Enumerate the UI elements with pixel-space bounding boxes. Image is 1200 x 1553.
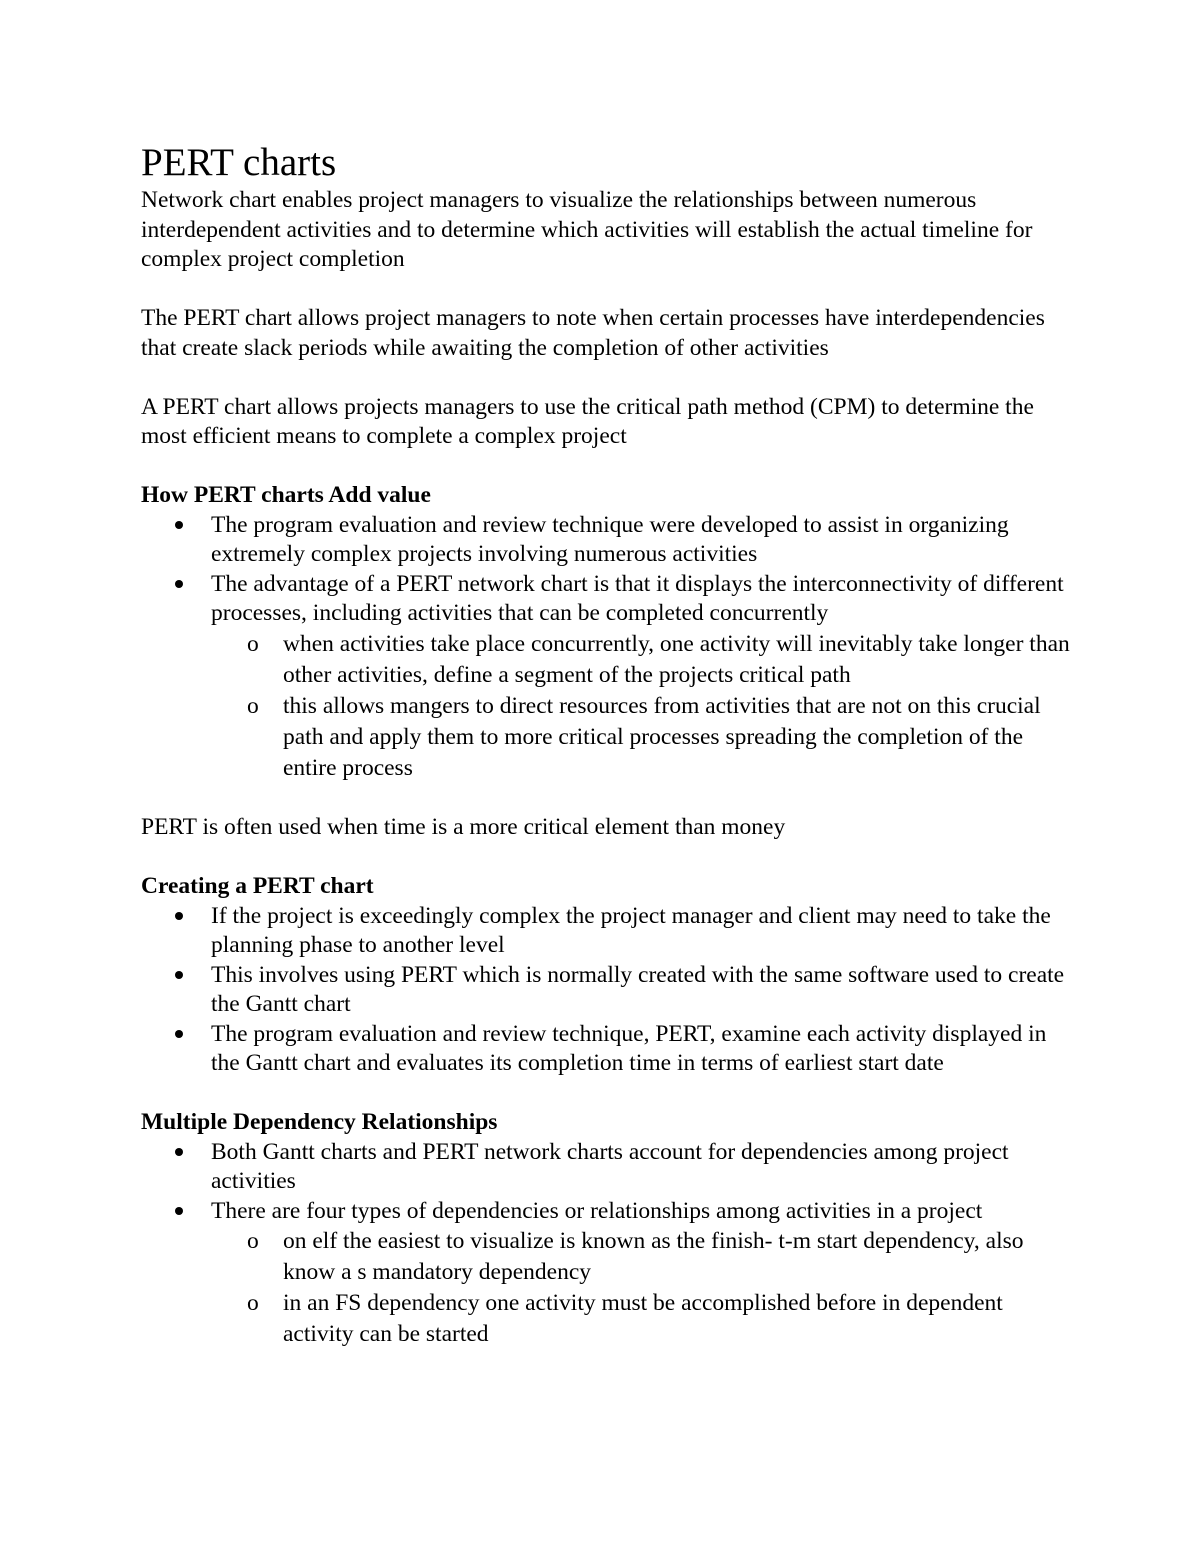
- sub-bullet-icon: o: [247, 692, 259, 719]
- list-item-text: There are four types of dependencies or relationships among activities in a project: [211, 1197, 983, 1224]
- standalone-paragraph: PERT is often used when time is a more critical element than money: [141, 814, 786, 840]
- list-item: [211, 902, 1071, 961]
- section-heading-creating: Creating a PERT chart: [141, 873, 374, 899]
- sub-bullet-list: [211, 629, 1071, 784]
- list-item-text: The program evaluation and review technique, PERT, examine each activity displayed in the Gantt chart and evaluates its completion time in terms of earliest start date: [211, 1020, 1047, 1076]
- sub-bullet-icon: o: [247, 1228, 259, 1254]
- bullet-list-creating: [141, 902, 1071, 1079]
- list-item: [211, 961, 1071, 1020]
- section-heading-dependencies: Multiple Dependency Relationships: [141, 1109, 498, 1135]
- sub-list-item: [247, 691, 1071, 784]
- sub-list-item-text: on elf the easiest to visualize is known as the finish- t-m start dependency, also know a s mandatory dependency: [283, 1228, 1024, 1285]
- list-item: [211, 570, 1071, 784]
- intro-paragraph-3: A PERT chart allows projects managers to use the critical path method (CPM) to determine the most efficient means to complete a complex project: [141, 393, 1034, 449]
- document-page: [141, 140, 1071, 1350]
- intro-paragraph-1: Network chart enables project managers to visualize the relationships between numerous interdependent activities and to determine which activities will establish the actual timeline for complex project completion: [141, 187, 1033, 272]
- sub-list-item-text: in an FS dependency one activity must be accomplished before in dependent activity can be started: [283, 1290, 1003, 1347]
- sub-list-item-text: this allows mangers to direct resources from activities that are not on this crucial path and apply them to more critical processes spreading the completion of the entire process: [283, 692, 1041, 781]
- intro-paragraph-2: The PERT chart allows project managers to note when certain processes have interdependencies that create slack periods while awaiting the completion of other activities: [141, 305, 1045, 361]
- page-title: PERT charts: [141, 141, 337, 184]
- bullet-list-add-value: [141, 511, 1071, 784]
- sub-list-item: [247, 1288, 1071, 1350]
- sub-bullet-list: [211, 1226, 1071, 1350]
- list-item: [211, 1020, 1071, 1079]
- bullet-list-dependencies: [141, 1138, 1071, 1351]
- sub-list-item-text: when activities take place concurrently, one activity will inevitably take longer than other activities, define a segment of the projects critical path: [283, 630, 1070, 688]
- list-item: [211, 1138, 1071, 1197]
- list-item: [211, 511, 1071, 570]
- list-item-text: Both Gantt charts and PERT network charts account for dependencies among project activities: [211, 1138, 1009, 1194]
- sub-list-item: [247, 629, 1071, 691]
- list-item-text: The advantage of a PERT network chart is that it displays the interconnectivity of different processes, including activities that can be completed concurrently: [211, 570, 1064, 626]
- list-item-text: If the project is exceedingly complex the project manager and client may need to take the planning phase to another level: [211, 902, 1051, 958]
- sub-bullet-icon: o: [247, 1290, 259, 1316]
- section-heading-add-value: How PERT charts Add value: [141, 482, 431, 508]
- sub-list-item: [247, 1226, 1071, 1288]
- list-item-text: The program evaluation and review technique were developed to assist in organizing extremely complex projects involving numerous activities: [211, 511, 1009, 567]
- sub-bullet-icon: o: [247, 630, 259, 657]
- list-item: [211, 1197, 1071, 1351]
- list-item-text: This involves using PERT which is normally created with the same software used to create the Gantt chart: [211, 961, 1065, 1017]
